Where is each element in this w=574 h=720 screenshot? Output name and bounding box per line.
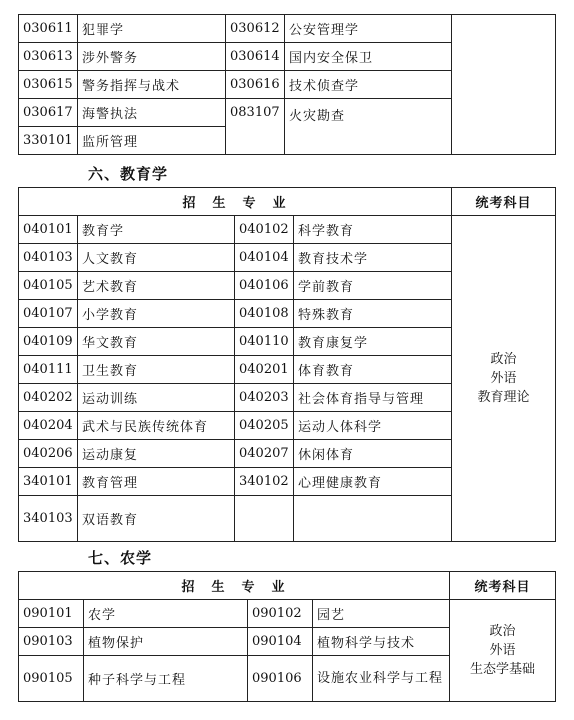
section-title-agriculture: 七、农学 (88, 549, 153, 567)
major-name: 休闲体育 (294, 440, 452, 468)
major-code: 040111 (19, 356, 78, 384)
subjects-cell (450, 600, 556, 702)
major-code: 040107 (19, 300, 78, 328)
major-code: 040204 (19, 412, 78, 440)
major-code: 040206 (19, 440, 78, 468)
major-code: 040104 (235, 244, 294, 272)
subjects-cell (452, 216, 556, 542)
major-name: 教育管理 (78, 468, 235, 496)
header-major: 招 生 专 业 (19, 572, 450, 600)
subject-item: 外语 (490, 371, 517, 386)
major-code: 040201 (235, 356, 294, 384)
major-code: 040207 (235, 440, 294, 468)
major-name: 人文教育 (78, 244, 235, 272)
major-name: 社会体育指导与管理 (294, 384, 452, 412)
agriculture-table (18, 571, 556, 702)
major-name: 艺术教育 (78, 272, 235, 300)
major-code: 090101 (19, 600, 84, 628)
table-header-row (19, 188, 556, 216)
subject-item: 生态学基础 (470, 662, 536, 677)
major-code: 083107 (226, 99, 285, 155)
subject-item: 教育理论 (477, 390, 530, 405)
major-name: 种子科学与工程 (84, 656, 248, 702)
major-code: 340103 (19, 496, 78, 542)
major-name: 体育教育 (294, 356, 452, 384)
major-name: 植物科学与技术 (313, 628, 450, 656)
major-name: 科学教育 (294, 216, 452, 244)
major-name: 学前教育 (294, 272, 452, 300)
major-code: 040110 (235, 328, 294, 356)
subjects-cell (452, 15, 556, 155)
major-name: 监所管理 (78, 127, 226, 155)
major-name: 武术与民族传统体育 (78, 412, 235, 440)
major-name: 教育学 (78, 216, 235, 244)
major-name: 农学 (84, 600, 248, 628)
major-name: 运动训练 (78, 384, 235, 412)
major-name: 设施农业科学与工程 (313, 656, 450, 702)
major-code: 340101 (19, 468, 78, 496)
major-name: 技术侦查学 (285, 71, 452, 99)
major-code: 030612 (226, 15, 285, 43)
major-name: 火灾勘查 (285, 99, 452, 155)
major-name: 植物保护 (84, 628, 248, 656)
top-table (18, 14, 556, 155)
major-code: 030613 (19, 43, 78, 71)
major-code: 030616 (226, 71, 285, 99)
education-table (18, 187, 556, 542)
major-code (235, 496, 294, 542)
major-code: 040102 (235, 216, 294, 244)
major-name: 教育康复学 (294, 328, 452, 356)
major-name: 园艺 (313, 600, 450, 628)
major-code: 040109 (19, 328, 78, 356)
major-name: 特殊教育 (294, 300, 452, 328)
major-code: 090106 (248, 656, 313, 702)
table-row (19, 15, 556, 43)
major-name: 心理健康教育 (294, 468, 452, 496)
major-code: 040106 (235, 272, 294, 300)
major-name: 双语教育 (78, 496, 235, 542)
major-code: 030614 (226, 43, 285, 71)
table-row (19, 216, 556, 244)
major-code: 090103 (19, 628, 84, 656)
header-subjects: 统考科目 (450, 572, 556, 600)
major-code: 030615 (19, 71, 78, 99)
major-name: 教育技术学 (294, 244, 452, 272)
major-name: 公安管理学 (285, 15, 452, 43)
subject-item: 政治 (490, 352, 517, 367)
table-row (19, 600, 556, 628)
major-code: 330101 (19, 127, 78, 155)
major-name: 警务指挥与战术 (78, 71, 226, 99)
major-name: 涉外警务 (78, 43, 226, 71)
major-code: 040103 (19, 244, 78, 272)
subject-item: 政治 (489, 624, 516, 639)
section-title-education: 六、教育学 (88, 165, 169, 183)
header-major: 招 生 专 业 (19, 188, 452, 216)
major-name: 华文教育 (78, 328, 235, 356)
major-code: 340102 (235, 468, 294, 496)
major-code: 030611 (19, 15, 78, 43)
major-code: 040205 (235, 412, 294, 440)
subject-item: 外语 (489, 643, 516, 658)
header-subjects: 统考科目 (452, 188, 556, 216)
major-code: 090105 (19, 656, 84, 702)
major-name: 运动人体科学 (294, 412, 452, 440)
table-header-row (19, 572, 556, 600)
major-code: 040105 (19, 272, 78, 300)
major-code: 040108 (235, 300, 294, 328)
major-code: 040202 (19, 384, 78, 412)
major-name: 海警执法 (78, 99, 226, 127)
major-name (294, 496, 452, 542)
major-name: 运动康复 (78, 440, 235, 468)
major-code: 040101 (19, 216, 78, 244)
major-code: 030617 (19, 99, 78, 127)
major-name: 国内安全保卫 (285, 43, 452, 71)
major-code: 090104 (248, 628, 313, 656)
major-name: 卫生教育 (78, 356, 235, 384)
major-name: 小学教育 (78, 300, 235, 328)
major-code: 040203 (235, 384, 294, 412)
major-name: 犯罪学 (78, 15, 226, 43)
major-code: 090102 (248, 600, 313, 628)
